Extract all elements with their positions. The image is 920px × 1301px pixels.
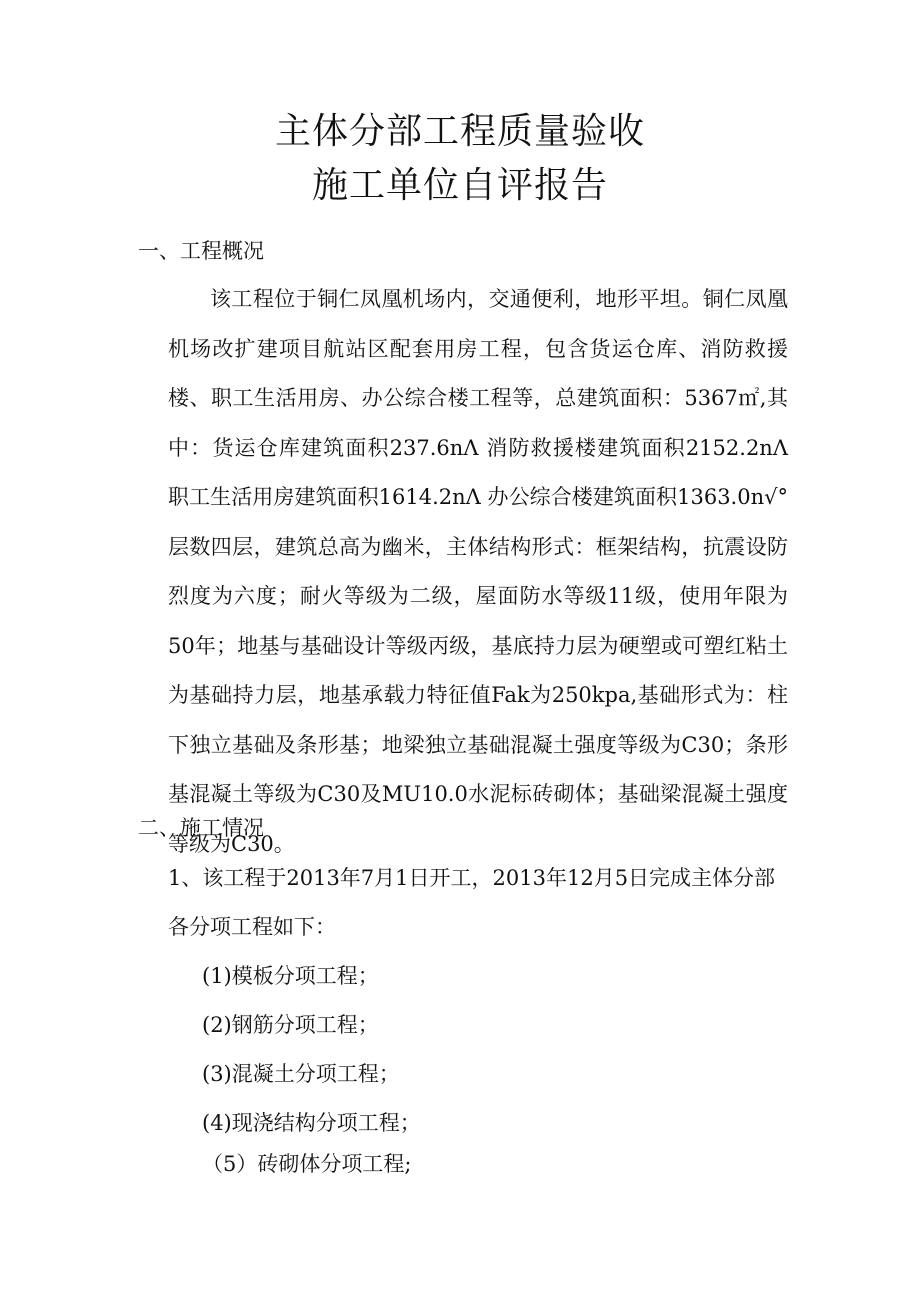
- section-heading-overview: 一、工程概况: [138, 239, 264, 263]
- overview-paragraph: 该工程位于铜仁凤凰机场内，交通便利，地形平坦。铜仁凤凰机场改扩建项目航站区配套用房工程，包含货运仓库、消防救援楼、职工生活用房、办公综合楼工程等，总建筑面积：5367㎡,其中：货运仓库建筑面积237.6nΛ 消防救援楼建筑面积2152.2nΛ 职工生活用房建筑面积1614.2nΛ 办公综合楼建筑面积1363.0n√° 层数四层，建筑总高为幽米，主体结构形式：框架结构，抗震设防烈度为六度；耐火等级为二级，屋面防水等级11级，使用年限为50年；地基与基础设计等级丙级，基底持力层为硬塑或可塑红粘土为基础持力层，地基承载力特征值Fak为250kpa,基础形式为：柱下独立基础及条形基；地梁独立基础混凝土强度等级为C30；条形基混凝土等级为C30及MU10.0水泥标砖砌体；基础梁混凝土强度等级为C30。: [168, 287, 788, 856]
- subitem-cast-in-place: (4)现浇结构分项工程；: [202, 1111, 421, 1135]
- subitem-formwork: (1)模板分项工程；: [202, 964, 379, 988]
- document-title: [0, 105, 920, 213]
- subitem-concrete: (3)混凝土分项工程；: [202, 1062, 400, 1086]
- construction-item-1-line-1: 1、该工程于2013年7月1日开工，2013年12月5日完成主体分部: [168, 866, 776, 890]
- section-heading-construction: 二、施工情况: [138, 816, 264, 840]
- construction-item-1-line-2: 各分项工程如下：: [168, 915, 336, 939]
- subitem-masonry: （5）砖砌体分项工程;: [202, 1152, 412, 1176]
- title-line-2: 施工单位自评报告: [311, 165, 608, 206]
- subitem-rebar: (2)钢筋分项工程；: [202, 1013, 379, 1037]
- title-line-1: 主体分部工程质量验收: [274, 111, 645, 152]
